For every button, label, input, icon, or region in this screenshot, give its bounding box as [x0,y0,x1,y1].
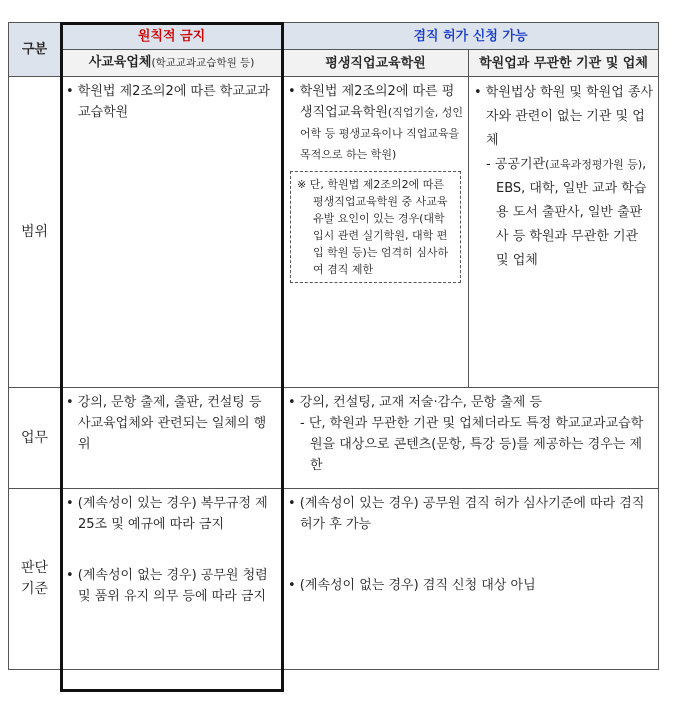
col1-header [61,50,283,77]
criteria-col1-a: • (계속성이 있는 경우) 복무규정 제25조 및 예규에 따라 금지 [66,496,268,532]
col1-subtitle: (학교교과교습학원 등) [151,57,255,69]
col3-title: 학원업과 무관한 기관 및 업체 [479,55,648,71]
scope-col3-sub-b: , EBS, 대학, 일반 교과 학습용 도서 출판사, 일반 출판사 등 학원과 무관한 기관 및 업체 [496,157,647,268]
criteria-label-2: 기준 [20,581,49,597]
work-row [9,388,659,489]
work-label [9,388,61,489]
allowed-label: 겸직 허가 신청 가능 [413,28,528,44]
scope-col2-detail: (직업기술, 성인 어학 등 평생교육이나 직업교육을 목적으로 하는 학원) [300,106,463,161]
prohibited-header [61,23,283,50]
scope-col2 [283,77,469,388]
scope-row [9,77,659,388]
scope-label-text: 범위 [20,223,49,240]
scope-col3-sub-a: - 공공기관 [486,157,546,172]
scope-col2-main: • 학원법 제2조의2에 따른 평생직업교육학원 [288,84,455,120]
criteria-col1 [61,489,283,670]
scope-col3-sub-small: (교육과정평가원 등) [545,158,643,171]
policy-table [8,22,659,670]
work-col23-sub: - 단, 학원과 무관한 기관 및 업체더라도 특정 학교교과교습학원을 대상으로 콘텐츠(문항, 특강 등)를 제공하는 경우는 제한 [300,416,644,473]
scope-col3-sub [474,153,653,273]
work-col23-main: • 강의, 컨설팅, 교재 저술·감수, 문항 출제 등 [288,395,543,410]
col2-header [283,50,469,77]
work-label-text: 업무 [20,429,49,446]
criteria-label-1: 판단 [20,560,49,576]
gubun-label: 구분 [21,42,48,57]
criteria-col23-a: • (계속성이 있는 경우) 공무원 겸직 허가 심사기준에 따라 겸직 허가 후 가능 [288,496,645,532]
criteria-row [9,489,659,670]
scope-col3 [469,77,659,388]
work-col23 [283,388,659,489]
col2-title: 평생직업교육학원 [325,55,426,71]
criteria-col23 [283,489,659,670]
scope-col2-item [288,81,463,165]
scope-label [9,77,61,388]
col3-header [469,50,659,77]
scope-col1 [61,77,283,388]
allowed-header [283,23,659,50]
gubun-header [9,23,61,77]
scope-col1-text: • 학원법 제2조의2에 따른 학교교과교습학원 [66,84,270,120]
prohibited-label: 원칙적 금지 [137,28,206,44]
col1-title: 사교육업체 [88,55,152,70]
criteria-col23-b: • (계속성이 없는 경우) 겸직 신청 대상 아님 [288,578,536,593]
scope-col3-main: • 학원법상 학원 및 학원업 종사자와 관련이 없는 기관 및 업체 [474,85,654,148]
work-col1 [61,388,283,489]
criteria-label [9,489,61,670]
scope-col2-note: ※ 단, 학원법 제2조의2에 따른 평생직업교육학원 중 사교육 유발 요인이 있는 경우(대학 입시 관련 실기학원, 대학 편입 학원 등)는 엄격히 심사하여 겸직 제한 [290,171,461,283]
work-col1-text: • 강의, 문항 출제, 출판, 컨설팅 등 사교육업체와 관련되는 일체의 행위 [66,395,267,452]
criteria-col1-b: • (계속성이 없는 경우) 공무원 청렴 및 품위 유지 의무 등에 따라 금지 [66,568,268,604]
